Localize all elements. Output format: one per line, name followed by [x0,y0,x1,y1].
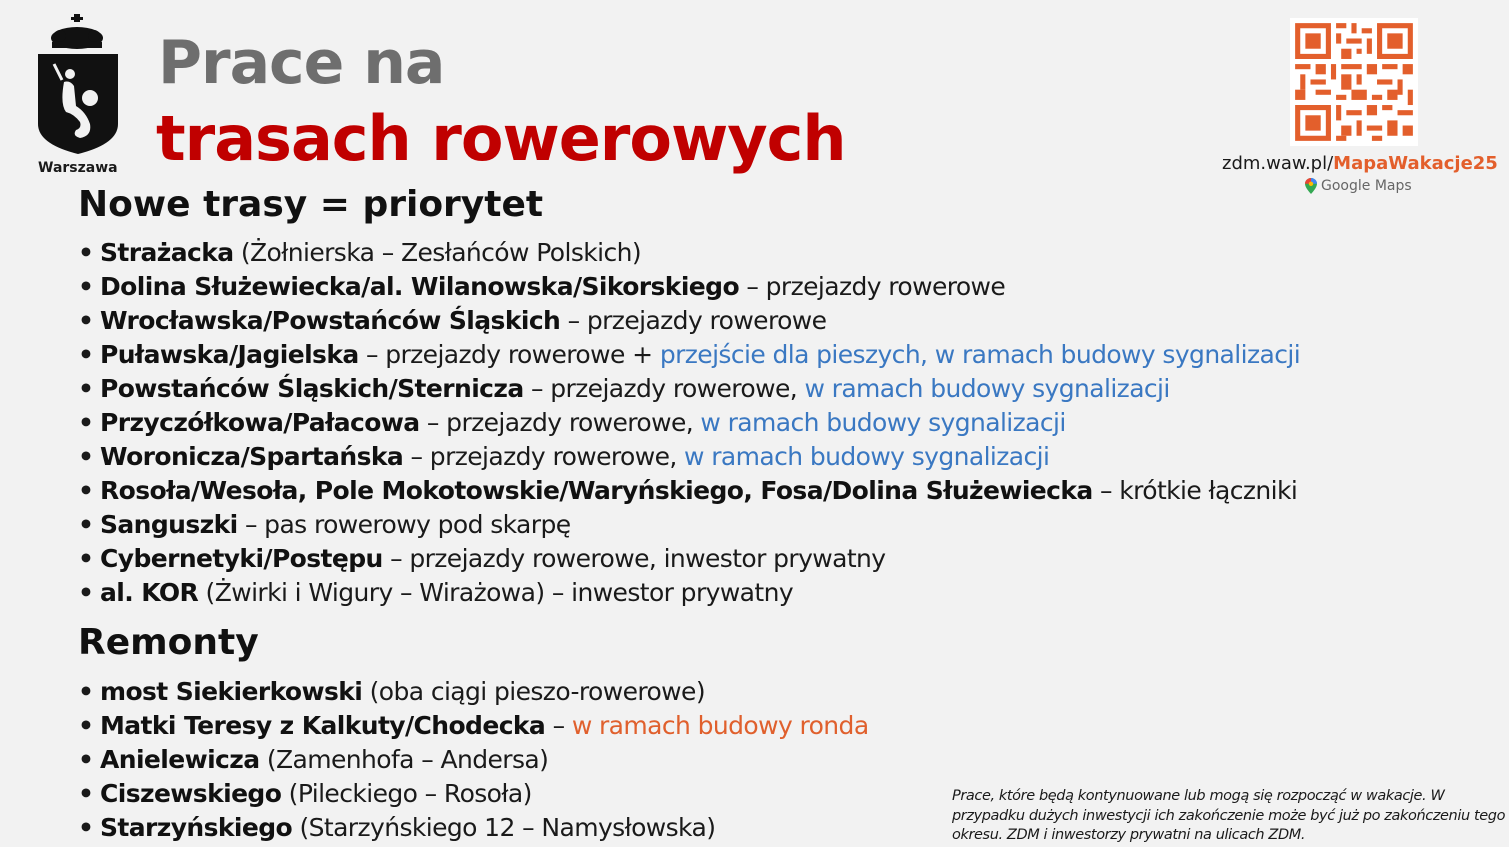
bullet-icon: • [78,238,94,267]
bullet-icon: • [78,711,94,740]
new-routes-list [78,236,1300,610]
qr-code[interactable] [1290,18,1418,146]
list-item: • Strażacka (Żołnierska – Zesłańców Polskich) [78,236,1300,270]
list-item: • Ciszewskiego (Pileckiego – Rosoła) [78,777,869,811]
bullet-icon: • [78,476,94,505]
google-maps-label: Google Maps [1321,178,1412,194]
logo-label: Warszawa [38,160,118,176]
coat-of-arms-icon [30,14,126,159]
bullet-icon: • [78,677,94,706]
bullet-icon: • [78,813,94,842]
list-item: • Przyczółkowa/Pałacowa – przejazdy rowerowe, w ramach budowy sygnalizacji [78,406,1300,440]
bullet-icon: • [78,578,94,607]
section-heading-repairs: Remonty [78,622,259,663]
bullet-icon: • [78,442,94,471]
map-link-prefix: zdm.waw.pl/ [1222,153,1334,174]
bullet-icon: • [78,745,94,774]
list-item: • Dolina Służewiecka/al. Wilanowska/Sikorskiego – przejazdy rowerowe [78,270,1300,304]
bullet-icon: • [78,374,94,403]
list-item: • Matki Teresy z Kalkuty/Chodecka – w ramach budowy ronda [78,709,869,743]
section-heading-new-routes: Nowe trasy = priorytet [78,184,544,225]
google-maps-badge [1305,178,1412,194]
list-item: • Sanguszki – pas rowerowy pod skarpę [78,508,1300,542]
bullet-icon: • [78,272,94,301]
bullet-icon: • [78,340,94,369]
bullet-icon: • [78,306,94,335]
bullet-icon: • [78,544,94,573]
list-item: • Cybernetyki/Postępu – przejazdy rowerowe, inwestor prywatny [78,542,1300,576]
list-item: • Starzyńskiego (Starzyńskiego 12 – Namysłowska) [78,811,869,845]
bullet-icon: • [78,408,94,437]
bullet-icon: • [78,779,94,808]
map-link[interactable] [1222,153,1498,174]
qr-code-icon [1290,18,1418,146]
map-pin-icon [1305,178,1317,194]
warszawa-logo [30,14,126,159]
page-title-line1: Prace na [158,28,445,98]
list-item: • Puławska/Jagielska – przejazdy rowerowe + przejście dla pieszych, w ramach budowy sygnalizacji [78,338,1300,372]
list-item: • Wrocławska/Powstańców Śląskich – przejazdy rowerowe [78,304,1300,338]
map-link-accent: MapaWakacje25 [1333,153,1498,174]
list-item: • al. KOR (Żwirki i Wigury – Wirażowa) – inwestor prywatny [78,576,1300,610]
footnote: Prace, które będą kontynuowane lub mogą się rozpocząć w wakacje. W przypadku dużych inwestycji ich zakończenie może być już po zakończeniu tego okresu. ZDM i inwestorzy prywatni na ulicach ZDM. [952,788,1506,843]
list-item: • Anielewicza (Zamenhofa – Andersa) [78,743,869,777]
page-title-line2: trasach rowerowych [156,102,846,175]
list-item: • Powstańców Śląskich/Sternicza – przejazdy rowerowe, w ramach budowy sygnalizacji [78,372,1300,406]
repairs-list [78,675,869,845]
list-item: • most Siekierkowski (oba ciągi pieszo-rowerowe) [78,675,869,709]
list-item: • Woronicza/Spartańska – przejazdy rowerowe, w ramach budowy sygnalizacji [78,440,1300,474]
list-item: • Rosoła/Wesoła, Pole Mokotowskie/Waryńskiego, Fosa/Dolina Służewiecka – krótkie łączniki [78,474,1300,508]
bullet-icon: • [78,510,94,539]
